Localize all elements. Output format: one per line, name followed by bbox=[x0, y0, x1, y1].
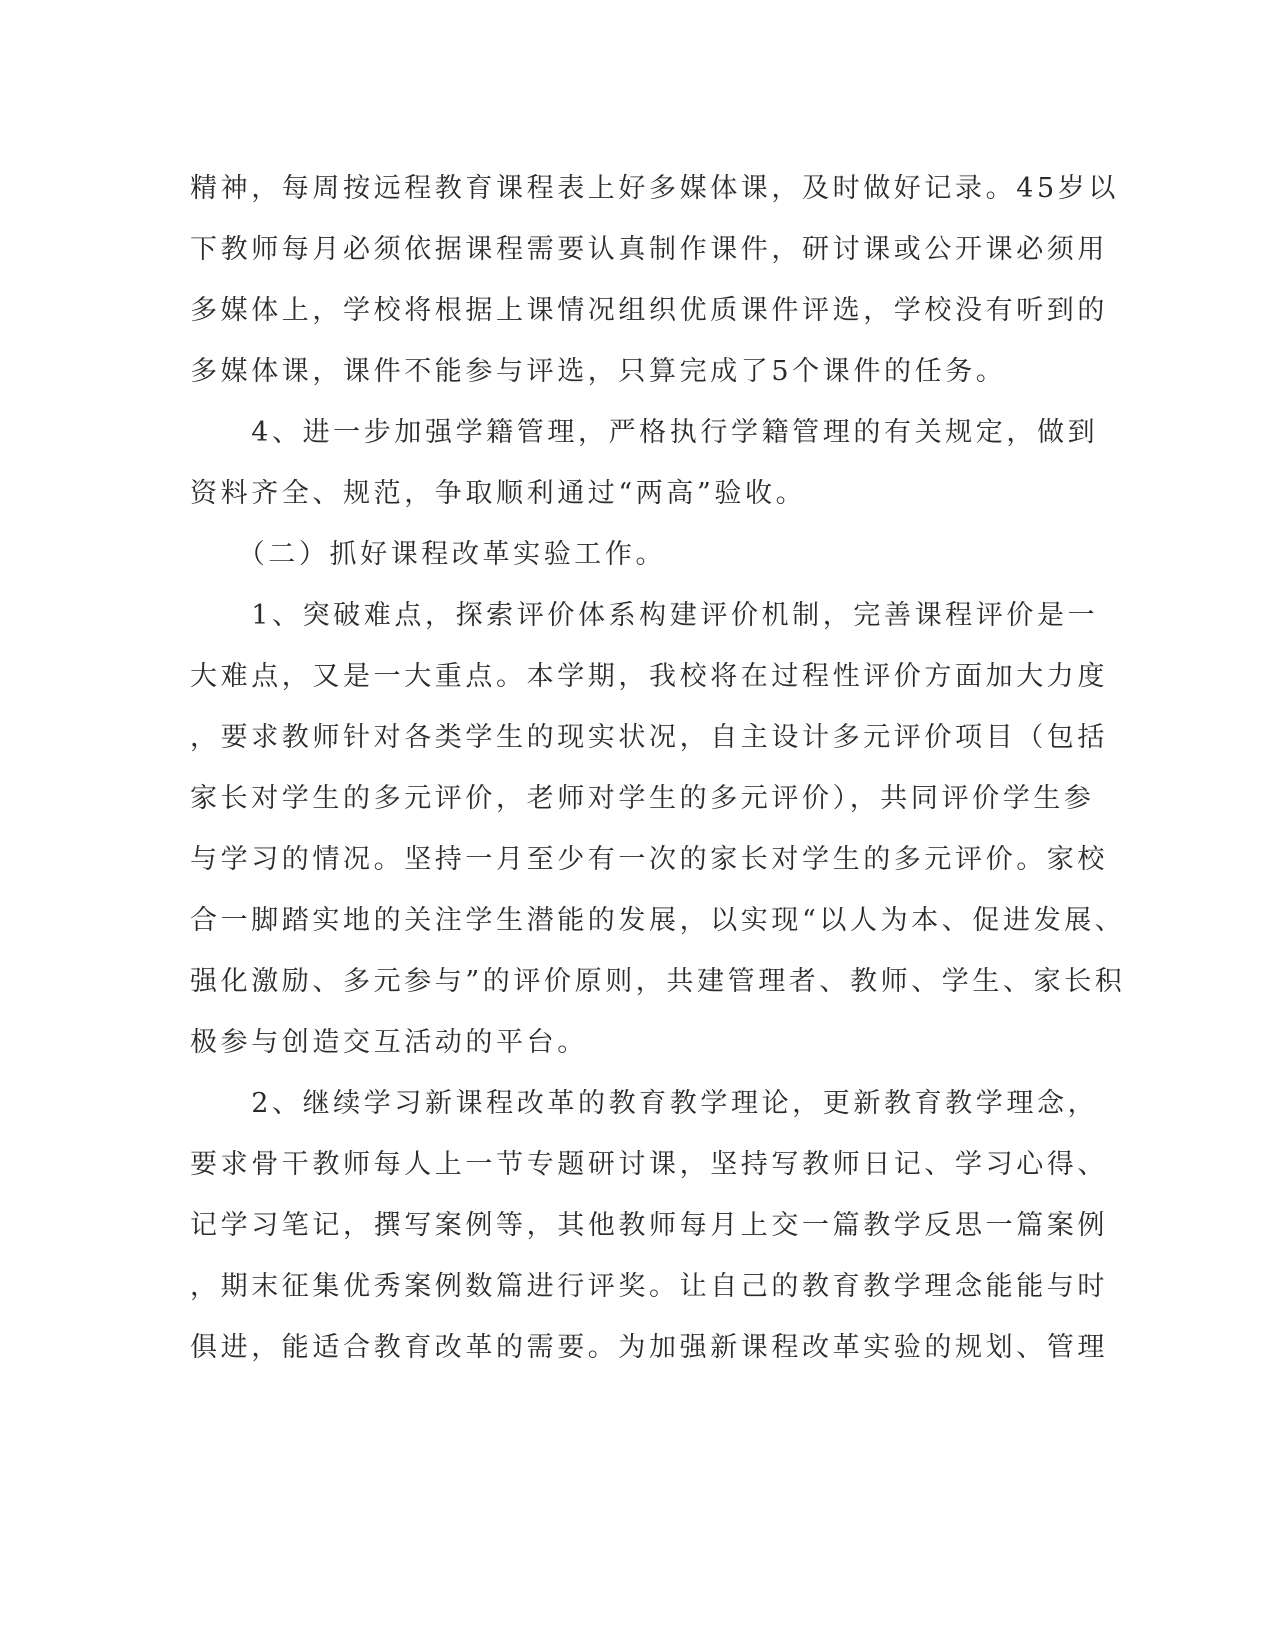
section-heading: （二）抓好课程改革实验工作。 bbox=[190, 539, 667, 570]
text-line: 精神，每周按远程教育课程表上好多媒体课，及时做好记录。45岁以 bbox=[190, 173, 1119, 204]
text-line: 大难点，又是一大重点。本学期，我校将在过程性评价方面加大力度 bbox=[190, 661, 1108, 692]
text-line: 记学习笔记，撰写案例等，其他教师每月上交一篇教学反思一篇案例 bbox=[190, 1210, 1108, 1241]
text-line: 资料齐全、规范，争取顺利通过“两高”验收。 bbox=[190, 478, 807, 509]
text-line: 多媒体上，学校将根据上课情况组织优质课件评选，学校没有听到的 bbox=[190, 295, 1108, 326]
text-line: 2、继续学习新课程改革的教育教学理论，更新教育教学理念， bbox=[190, 1088, 1099, 1119]
text-line: 下教师每月必须依据课程需要认真制作课件，研讨课或公开课必须用 bbox=[190, 234, 1108, 265]
text-line: 1、突破难点，探索评价体系构建评价机制，完善课程评价是一 bbox=[190, 600, 1099, 631]
text-line: ，要求教师针对各类学生的现实状况，自主设计多元评价项目（包括 bbox=[190, 722, 1108, 753]
text-line: 家长对学生的多元评价，老师对学生的多元评价），共同评价学生参 bbox=[190, 783, 1095, 814]
text-line: 与学习的情况。坚持一月至少有一次的家长对学生的多元评价。家校 bbox=[190, 844, 1108, 875]
text-line: 强化激励、多元参与”的评价原则，共建管理者、教师、学生、家长积 bbox=[190, 966, 1126, 997]
text-line: 4、进一步加强学籍管理，严格执行学籍管理的有关规定，做到 bbox=[190, 417, 1099, 448]
text-line: ，期末征集优秀案例数篇进行评奖。让自己的教育教学理念能能与时 bbox=[190, 1271, 1108, 1302]
text-line: 合一脚踏实地的关注学生潜能的发展，以实现“以人为本、促进发展、 bbox=[190, 905, 1126, 936]
text-line: 多媒体课，课件不能参与评选，只算完成了5个课件的任务。 bbox=[190, 356, 1007, 387]
text-line: 极参与创造交互活动的平台。 bbox=[190, 1027, 588, 1058]
text-line: 俱进，能适合教育改革的需要。为加强新课程改革实验的规划、管理 bbox=[190, 1332, 1108, 1363]
text-line: 要求骨干教师每人上一节专题研讨课，坚持写教师日记、学习心得、 bbox=[190, 1149, 1108, 1180]
body-text bbox=[190, 158, 1126, 1378]
